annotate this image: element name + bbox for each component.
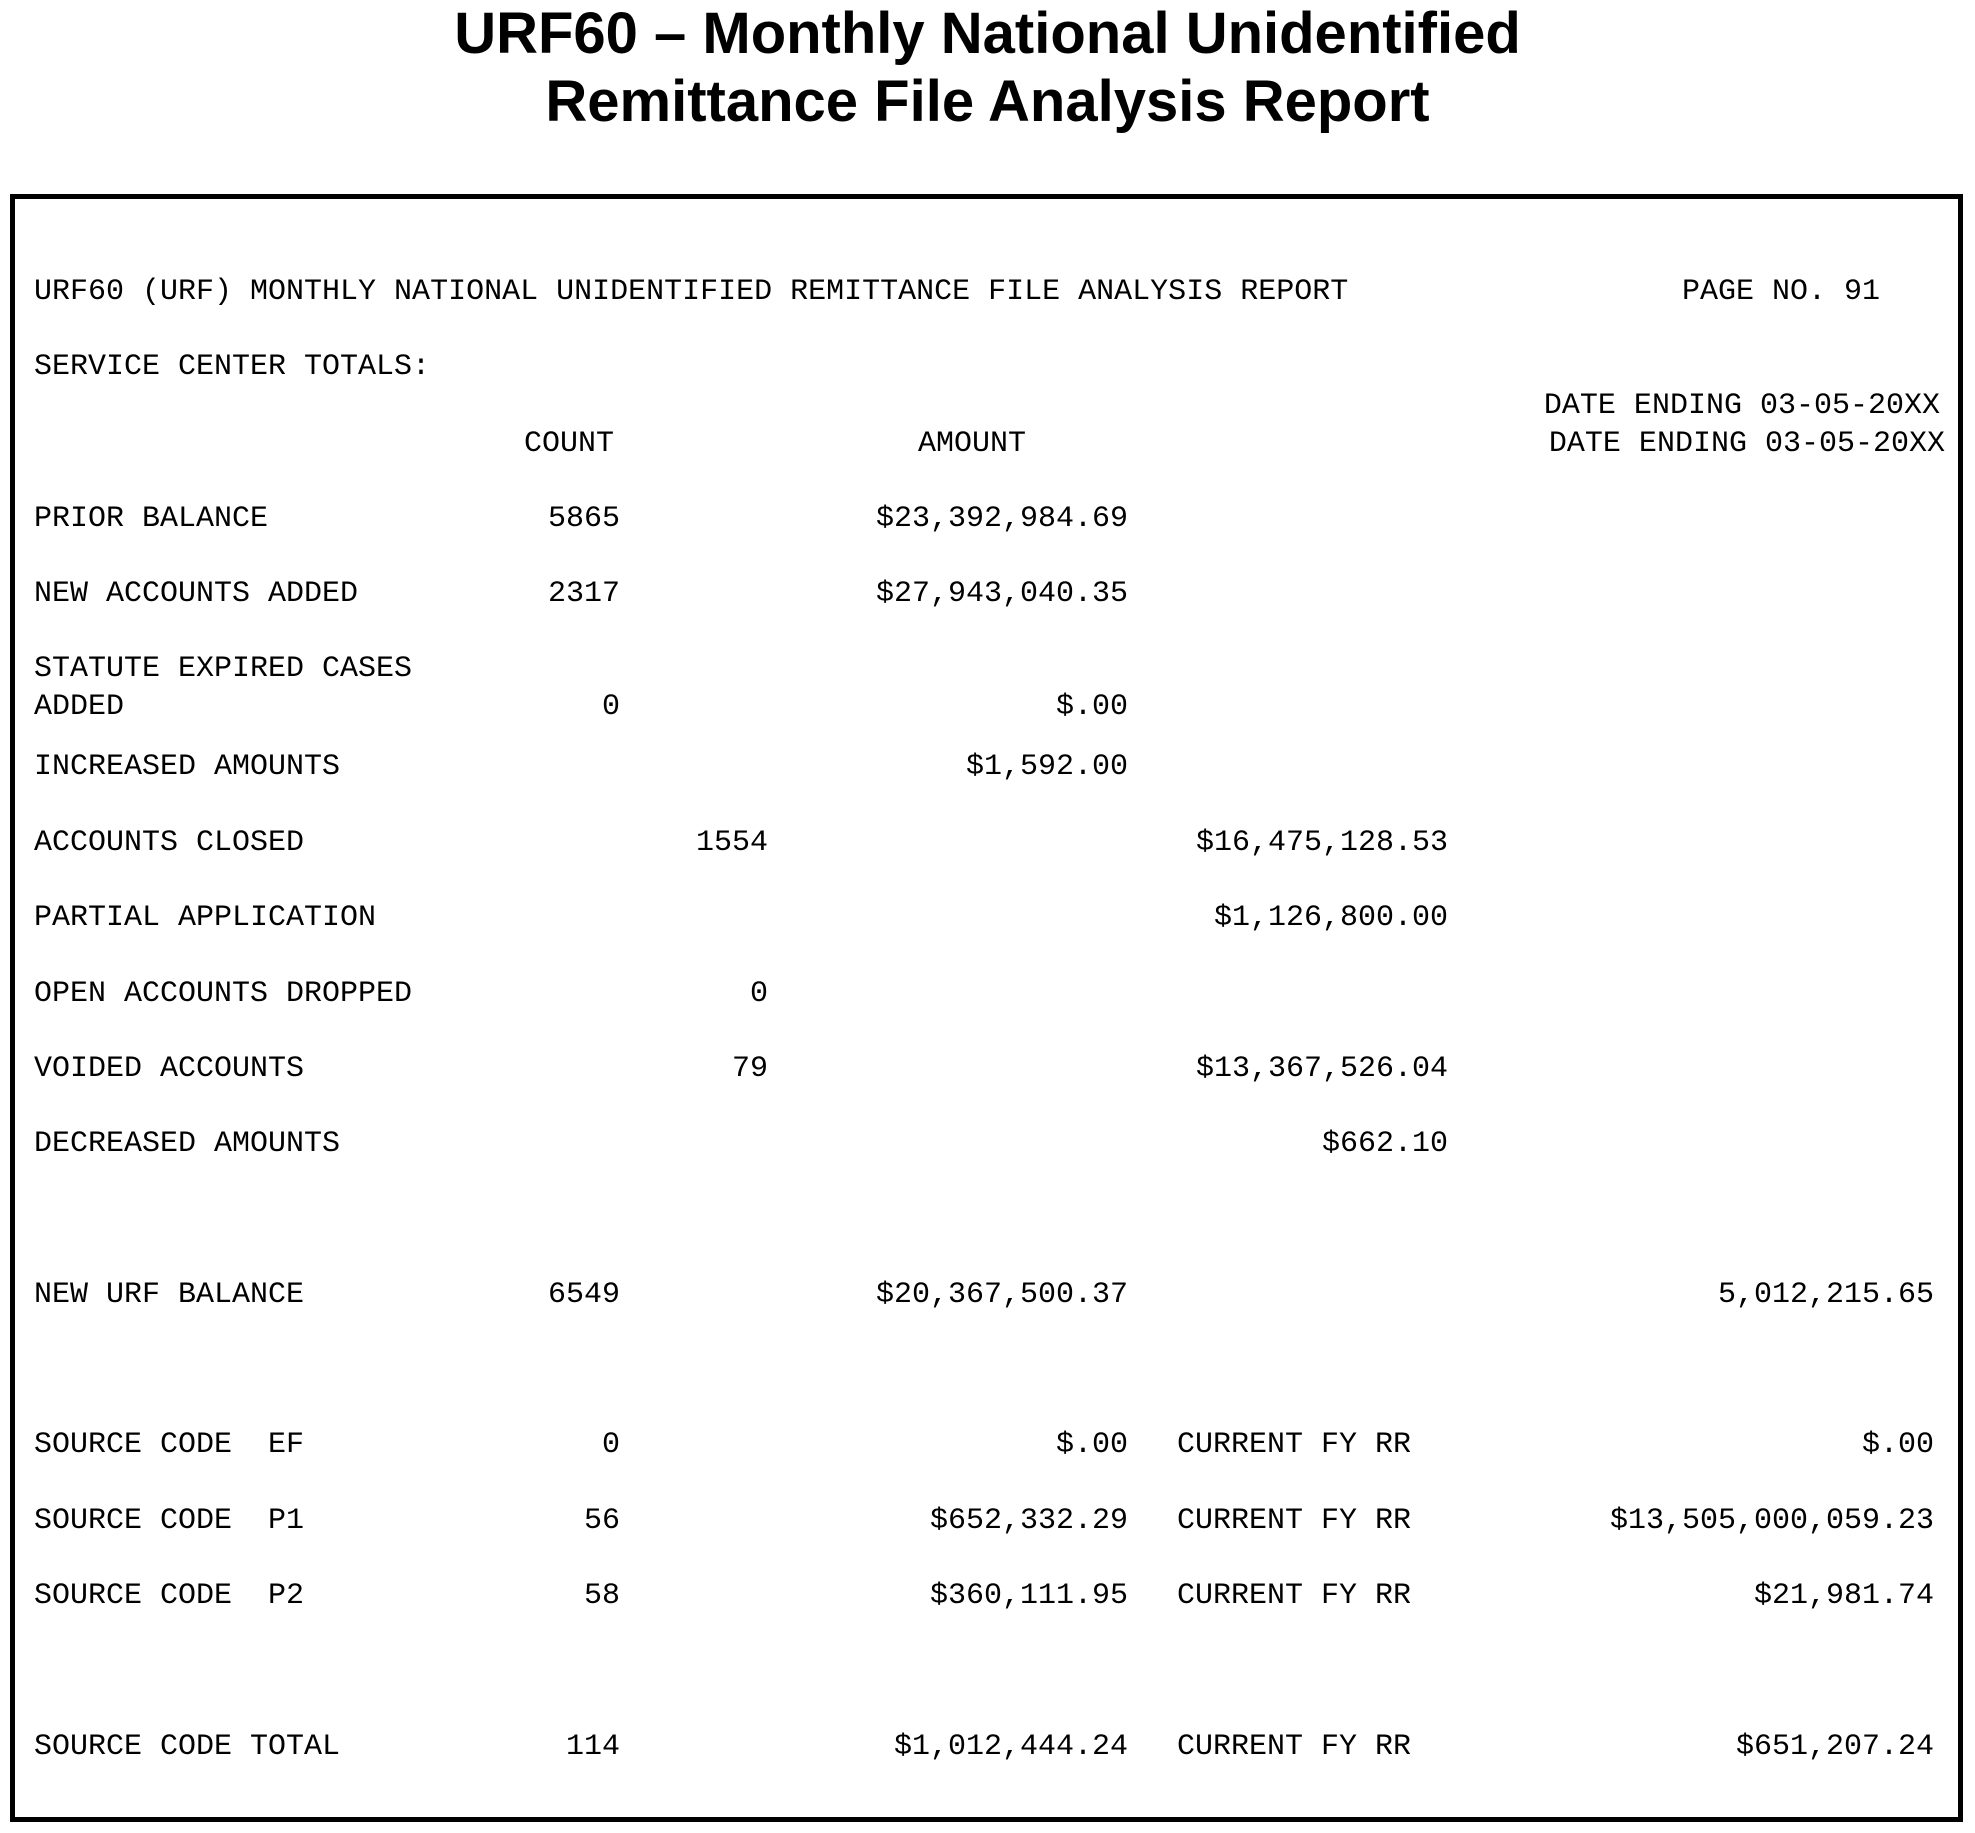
row-label-source-code-total: SOURCE CODE TOTAL [34,1730,341,1764]
row-label-increased-amounts: INCREASED AMOUNTS [34,750,341,784]
row-label-source-code-p2: SOURCE CODE P2 [34,1579,305,1613]
row-label-accounts-closed: ACCOUNTS CLOSED [34,826,305,860]
row-label-new-accounts-added: NEW ACCOUNTS ADDED [34,577,359,611]
row-amount-statute-expired: $.00 [1055,690,1128,724]
row-amount-new-urf-balance: $20,367,500.37 [875,1278,1128,1312]
row-amount-source-code-p1: $652,332.29 [929,1504,1128,1538]
row-amount-source-code-p2: $360,111.95 [929,1579,1128,1613]
row-label-new-urf-balance: NEW URF BALANCE [34,1278,305,1312]
page-number: PAGE NO. 91 [1681,275,1880,309]
row-count-statute-expired: 0 [601,690,620,724]
row-label-voided-accounts: VOIDED ACCOUNTS [34,1052,305,1086]
column-header-count: COUNT [524,427,615,461]
row-count-source-code-p1: 56 [583,1504,620,1538]
report-header: URF60 (URF) MONTHLY NATIONAL UNIDENTIFIED REMITTANCE FILE ANALYSIS REPORT [34,275,1349,309]
row-label-prior-balance: PRIOR BALANCE [34,502,269,536]
row-count-source-code-p2: 58 [583,1579,620,1613]
row-amount-decreased-amounts: $662.10 [1321,1127,1448,1161]
row-label-partial-application: PARTIAL APPLICATION [34,901,377,935]
date-ending-2: DATE ENDING 03-05-20XX [1548,427,1945,461]
row-label-source-code-ef: SOURCE CODE EF [34,1428,305,1462]
column-header-amount: AMOUNT [918,427,1027,461]
row-amount-new-accounts-added: $27,943,040.35 [875,577,1128,611]
row-amount-accounts-closed: $16,475,128.53 [1195,826,1448,860]
row-amount-source-code-ef: $.00 [1055,1428,1128,1462]
row-count-new-accounts-added: 2317 [547,577,620,611]
row-rr-label-source-code-ef: CURRENT FY RR [1177,1428,1412,1462]
row-amount-increased-amounts: $1,592.00 [965,750,1128,784]
row-count-accounts-closed: 1554 [695,826,768,860]
row-amount-source-code-total: $1,012,444.24 [893,1730,1128,1764]
row-count-source-code-total: 114 [565,1730,620,1764]
row-label-statute-expired-line-2: ADDED [34,690,125,724]
document-title-line-1: URF60 – Monthly National Unidentified [454,1,1521,66]
section-title: SERVICE CENTER TOTALS: [34,350,431,384]
date-ending-1: DATE ENDING 03-05-20XX [1543,389,1940,423]
row-amount-partial-application: $1,126,800.00 [1213,901,1448,935]
row-label-open-accounts-dropped: OPEN ACCOUNTS DROPPED [34,977,413,1011]
row-count-voided-accounts: 79 [731,1052,768,1086]
row-rr-label-source-code-total: CURRENT FY RR [1177,1730,1412,1764]
row-count-source-code-ef: 0 [601,1428,620,1462]
row-rr-amount-source-code-ef: $.00 [1861,1428,1934,1462]
row-label-decreased-amounts: DECREASED AMOUNTS [34,1127,341,1161]
row-amount-prior-balance: $23,392,984.69 [875,502,1128,536]
row-rr-amount-source-code-p2: $21,981.74 [1753,1579,1934,1613]
document-title-line-2: Remittance File Analysis Report [545,69,1430,134]
row-rr-label-source-code-p2: CURRENT FY RR [1177,1579,1412,1613]
row-rr-amount-source-code-p1: $13,505,000,059.23 [1609,1504,1934,1538]
row-label-statute-expired-line-1: STATUTE EXPIRED CASES [34,652,413,686]
row-amount2-new-urf-balance: 5,012,215.65 [1717,1278,1934,1312]
row-label-source-code-p1: SOURCE CODE P1 [34,1504,305,1538]
row-rr-amount-source-code-total: $651,207.24 [1735,1730,1934,1764]
row-count-new-urf-balance: 6549 [547,1278,620,1312]
row-count-prior-balance: 5865 [547,502,620,536]
row-count-open-accounts-dropped: 0 [749,977,768,1011]
row-rr-label-source-code-p1: CURRENT FY RR [1177,1504,1412,1538]
row-amount-voided-accounts: $13,367,526.04 [1195,1052,1448,1086]
